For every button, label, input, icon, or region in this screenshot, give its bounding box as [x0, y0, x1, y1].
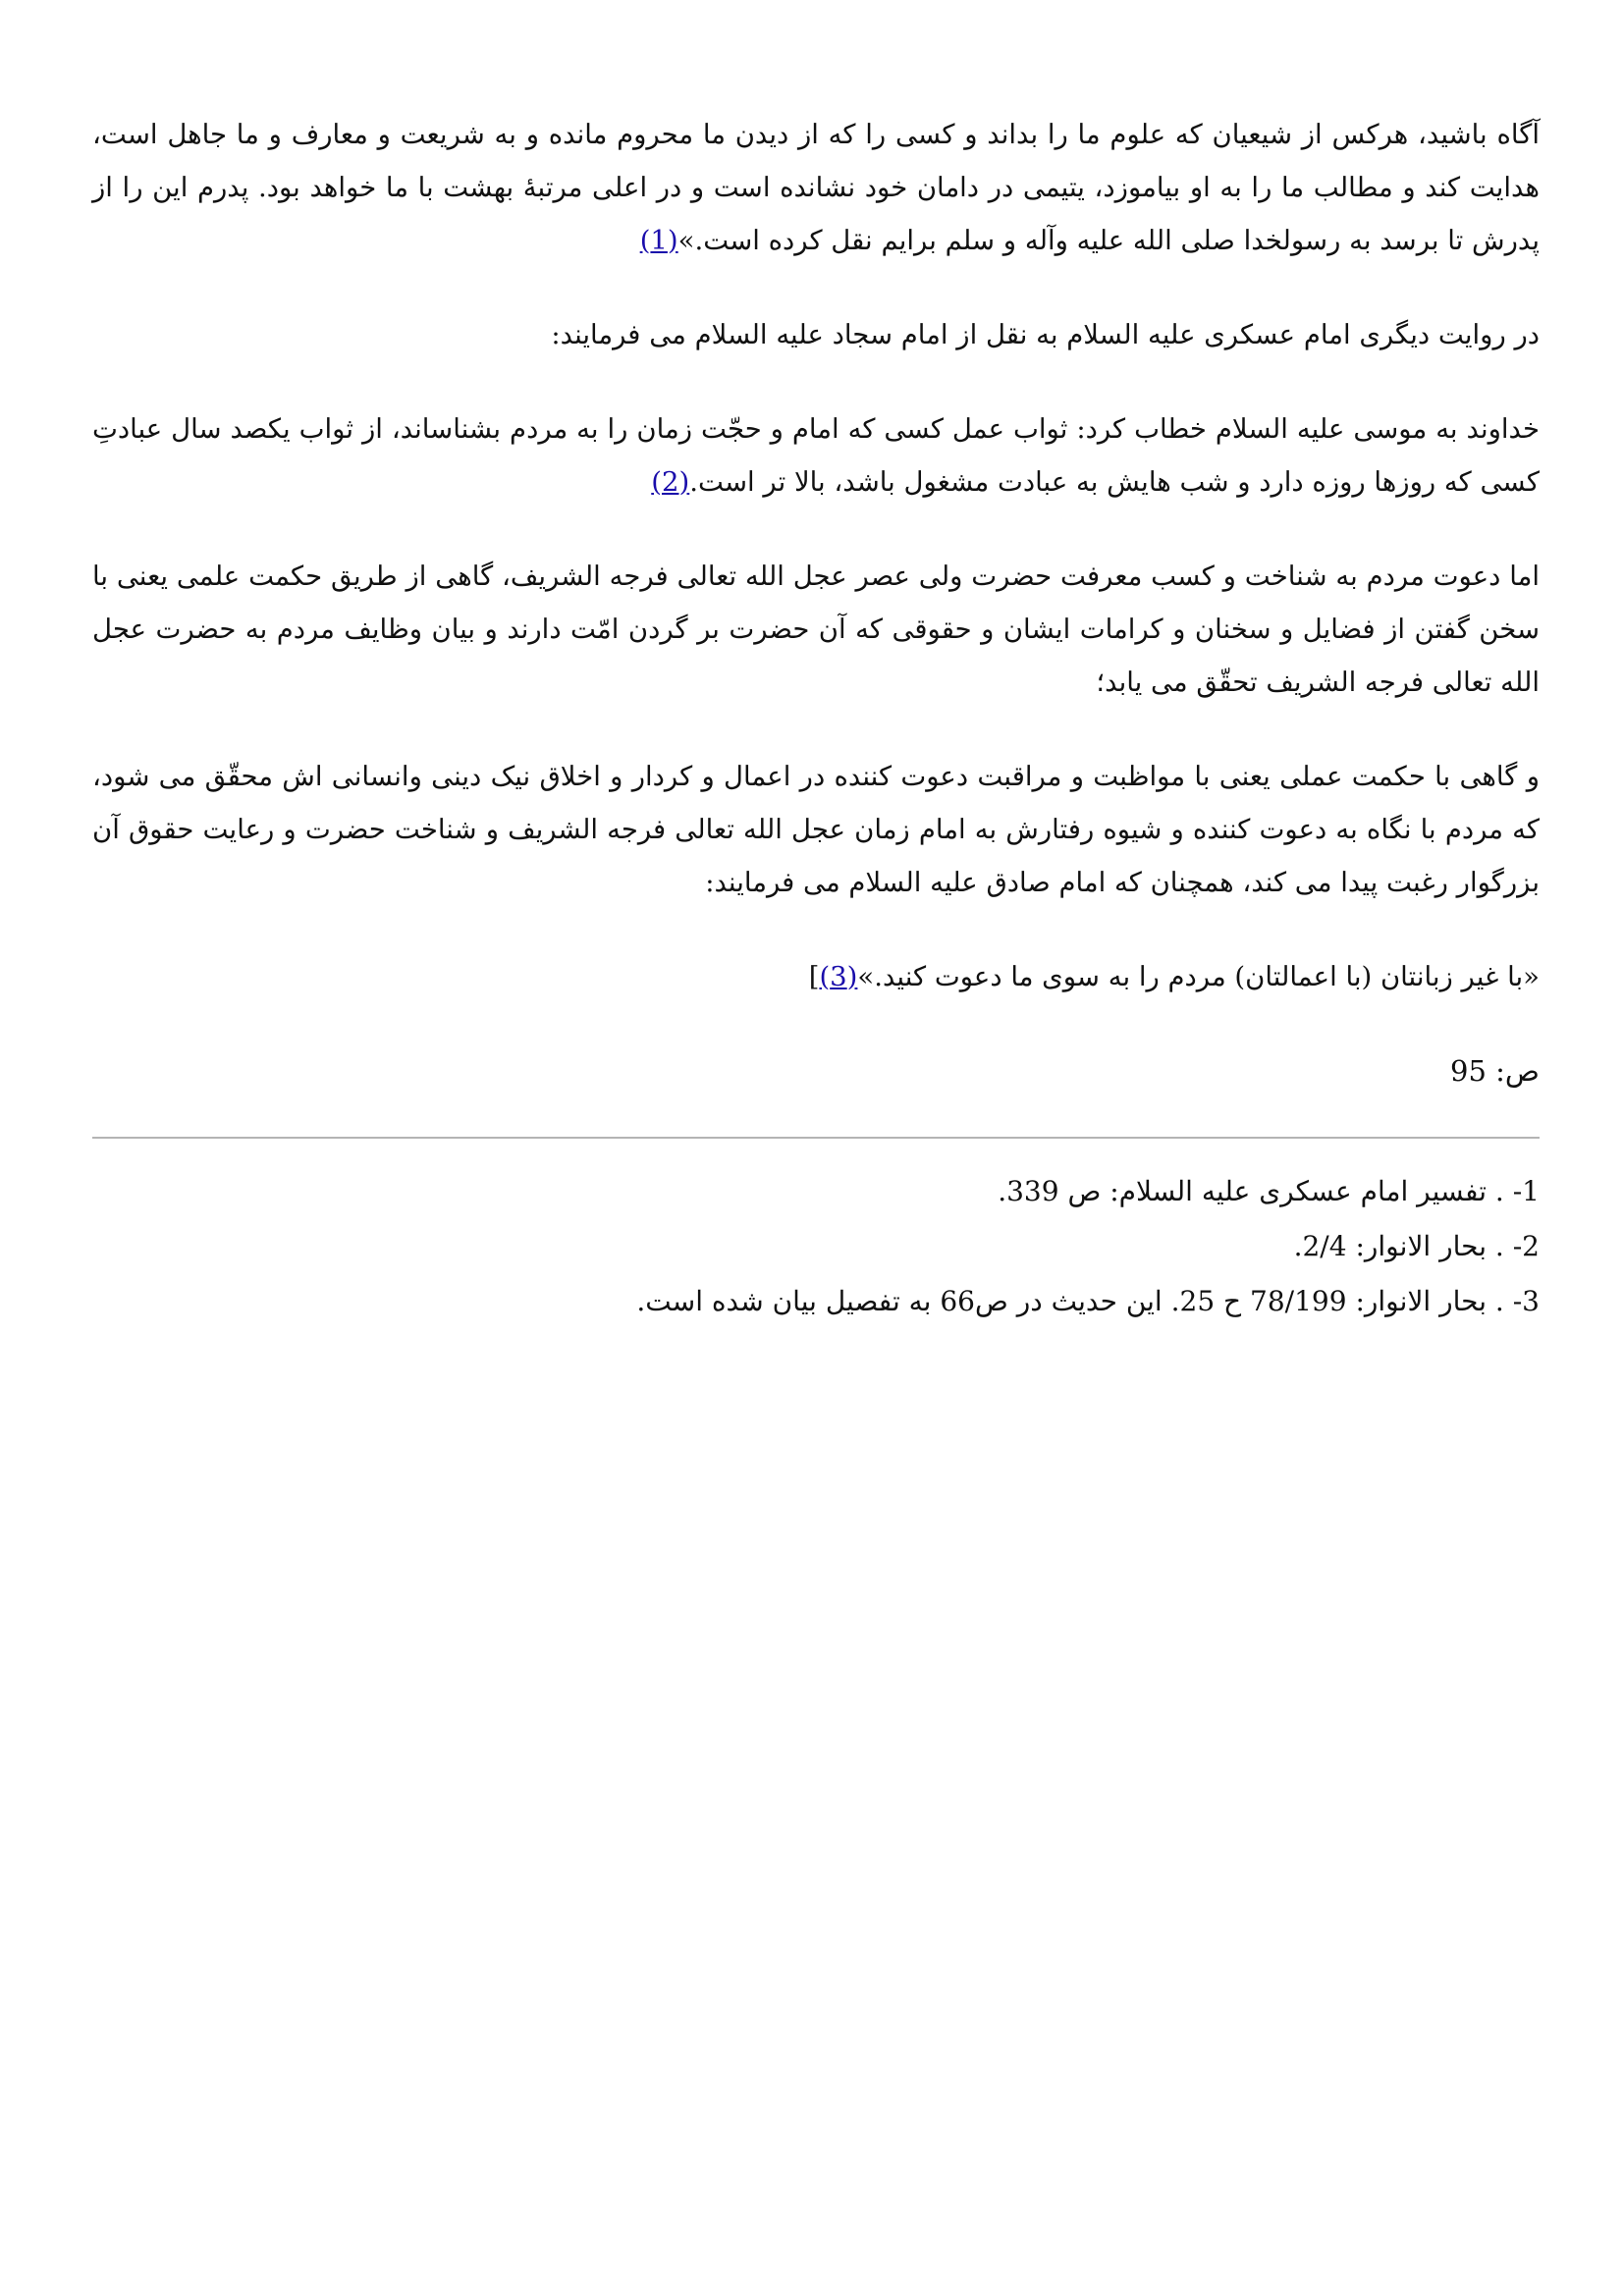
footnotes-list — [92, 1164, 1540, 1329]
page-number: ص: 95 — [1450, 1054, 1540, 1088]
paragraph-text: اما دعوت مردم به شناخت و کسب معرفت حضرت ولی عصر عجل الله تعالی فرجه الشریف، گاهی از طریق حکمت علمی یعنی با سخن گفتن از فضایل و سخنان و کرامات ایشان و حقوقی که آن حضرت بر گردن امّت دارند و بیان وظایف مردم به حضرت عجل الله تعالی فرجه الشریف تحقّق می یابد؛ — [92, 561, 1540, 698]
paragraph — [92, 108, 1540, 267]
document-page — [92, 108, 1540, 1329]
paragraph-text: در روایت دیگری امام عسکری علیه السلام به نقل از امام سجاد علیه السلام می فرمایند: — [551, 319, 1540, 350]
paragraph — [92, 950, 1540, 1003]
footnote-separator — [92, 1137, 1540, 1139]
paragraph-text: و گاهی با حکمت عملی یعنی با مواظبت و مراقبت دعوت کننده در اعمال و کردار و اخلاق نیک دینی وانسانی اش محقّق می شود، که مردم با نگاه به دعوت کننده و شیوه رفتارش به امام زمان عجل الله تعالی فرجه الشریف و شناخت حضرت و رعایت حقوق آن بزرگوار رغبت پیدا می کند، همچنان که امام صادق علیه السلام می فرمایند: — [92, 761, 1540, 898]
bracket-mark: ] — [808, 961, 820, 992]
footnote-item: 1- . تفسیر امام عسکری علیه السلام: ص 339. — [998, 1175, 1540, 1207]
footnote-ref-link[interactable]: (3) — [819, 961, 858, 992]
paragraph-text: خداوند به موسی علیه السلام خطاب کرد: ثواب عمل کسی که امام و حجّت زمان را به مردم بشناساند، از ثواب یکصد سال عبادتِ کسی که روزها روزه دارد و شب هایش به عبادت مشغول باشد، بالا تر است. — [92, 413, 1540, 498]
paragraph — [92, 402, 1540, 508]
footnote-ref-link[interactable]: (1) — [639, 225, 678, 256]
paragraph — [92, 550, 1540, 709]
paragraph — [92, 750, 1540, 909]
footnote-ref-link[interactable]: (2) — [651, 466, 690, 498]
paragraph-text: آگاه باشید، هرکس از شیعیان که علوم ما را بداند و کسی را که از دیدن ما محروم مانده و به شریعت و معارف و ما جاهل است، هدایت کند و مطالب ما را به او بیاموزد، یتیمی در دامان خود نشانده است و در اعلی مرتبهٔ بهشت با ما خواهد بود. پدرم این را از پدرش تا برسد به رسولخدا صلی الله علیه وآله و سلم برایم نقل کرده است.» — [92, 119, 1540, 256]
footnote-item: 3- . بحار الانوار: 78/199 ح 25. این حدیث در ص66 به تفصیل بیان شده است. — [636, 1285, 1540, 1317]
paragraph-text: «با غیر زبانتان (با اعمالتان) مردم را به سوی ما دعوت کنید.» — [857, 961, 1540, 992]
paragraph — [92, 308, 1540, 361]
footnote-item: 2- . بحار الانوار: 2/4. — [1293, 1230, 1540, 1262]
